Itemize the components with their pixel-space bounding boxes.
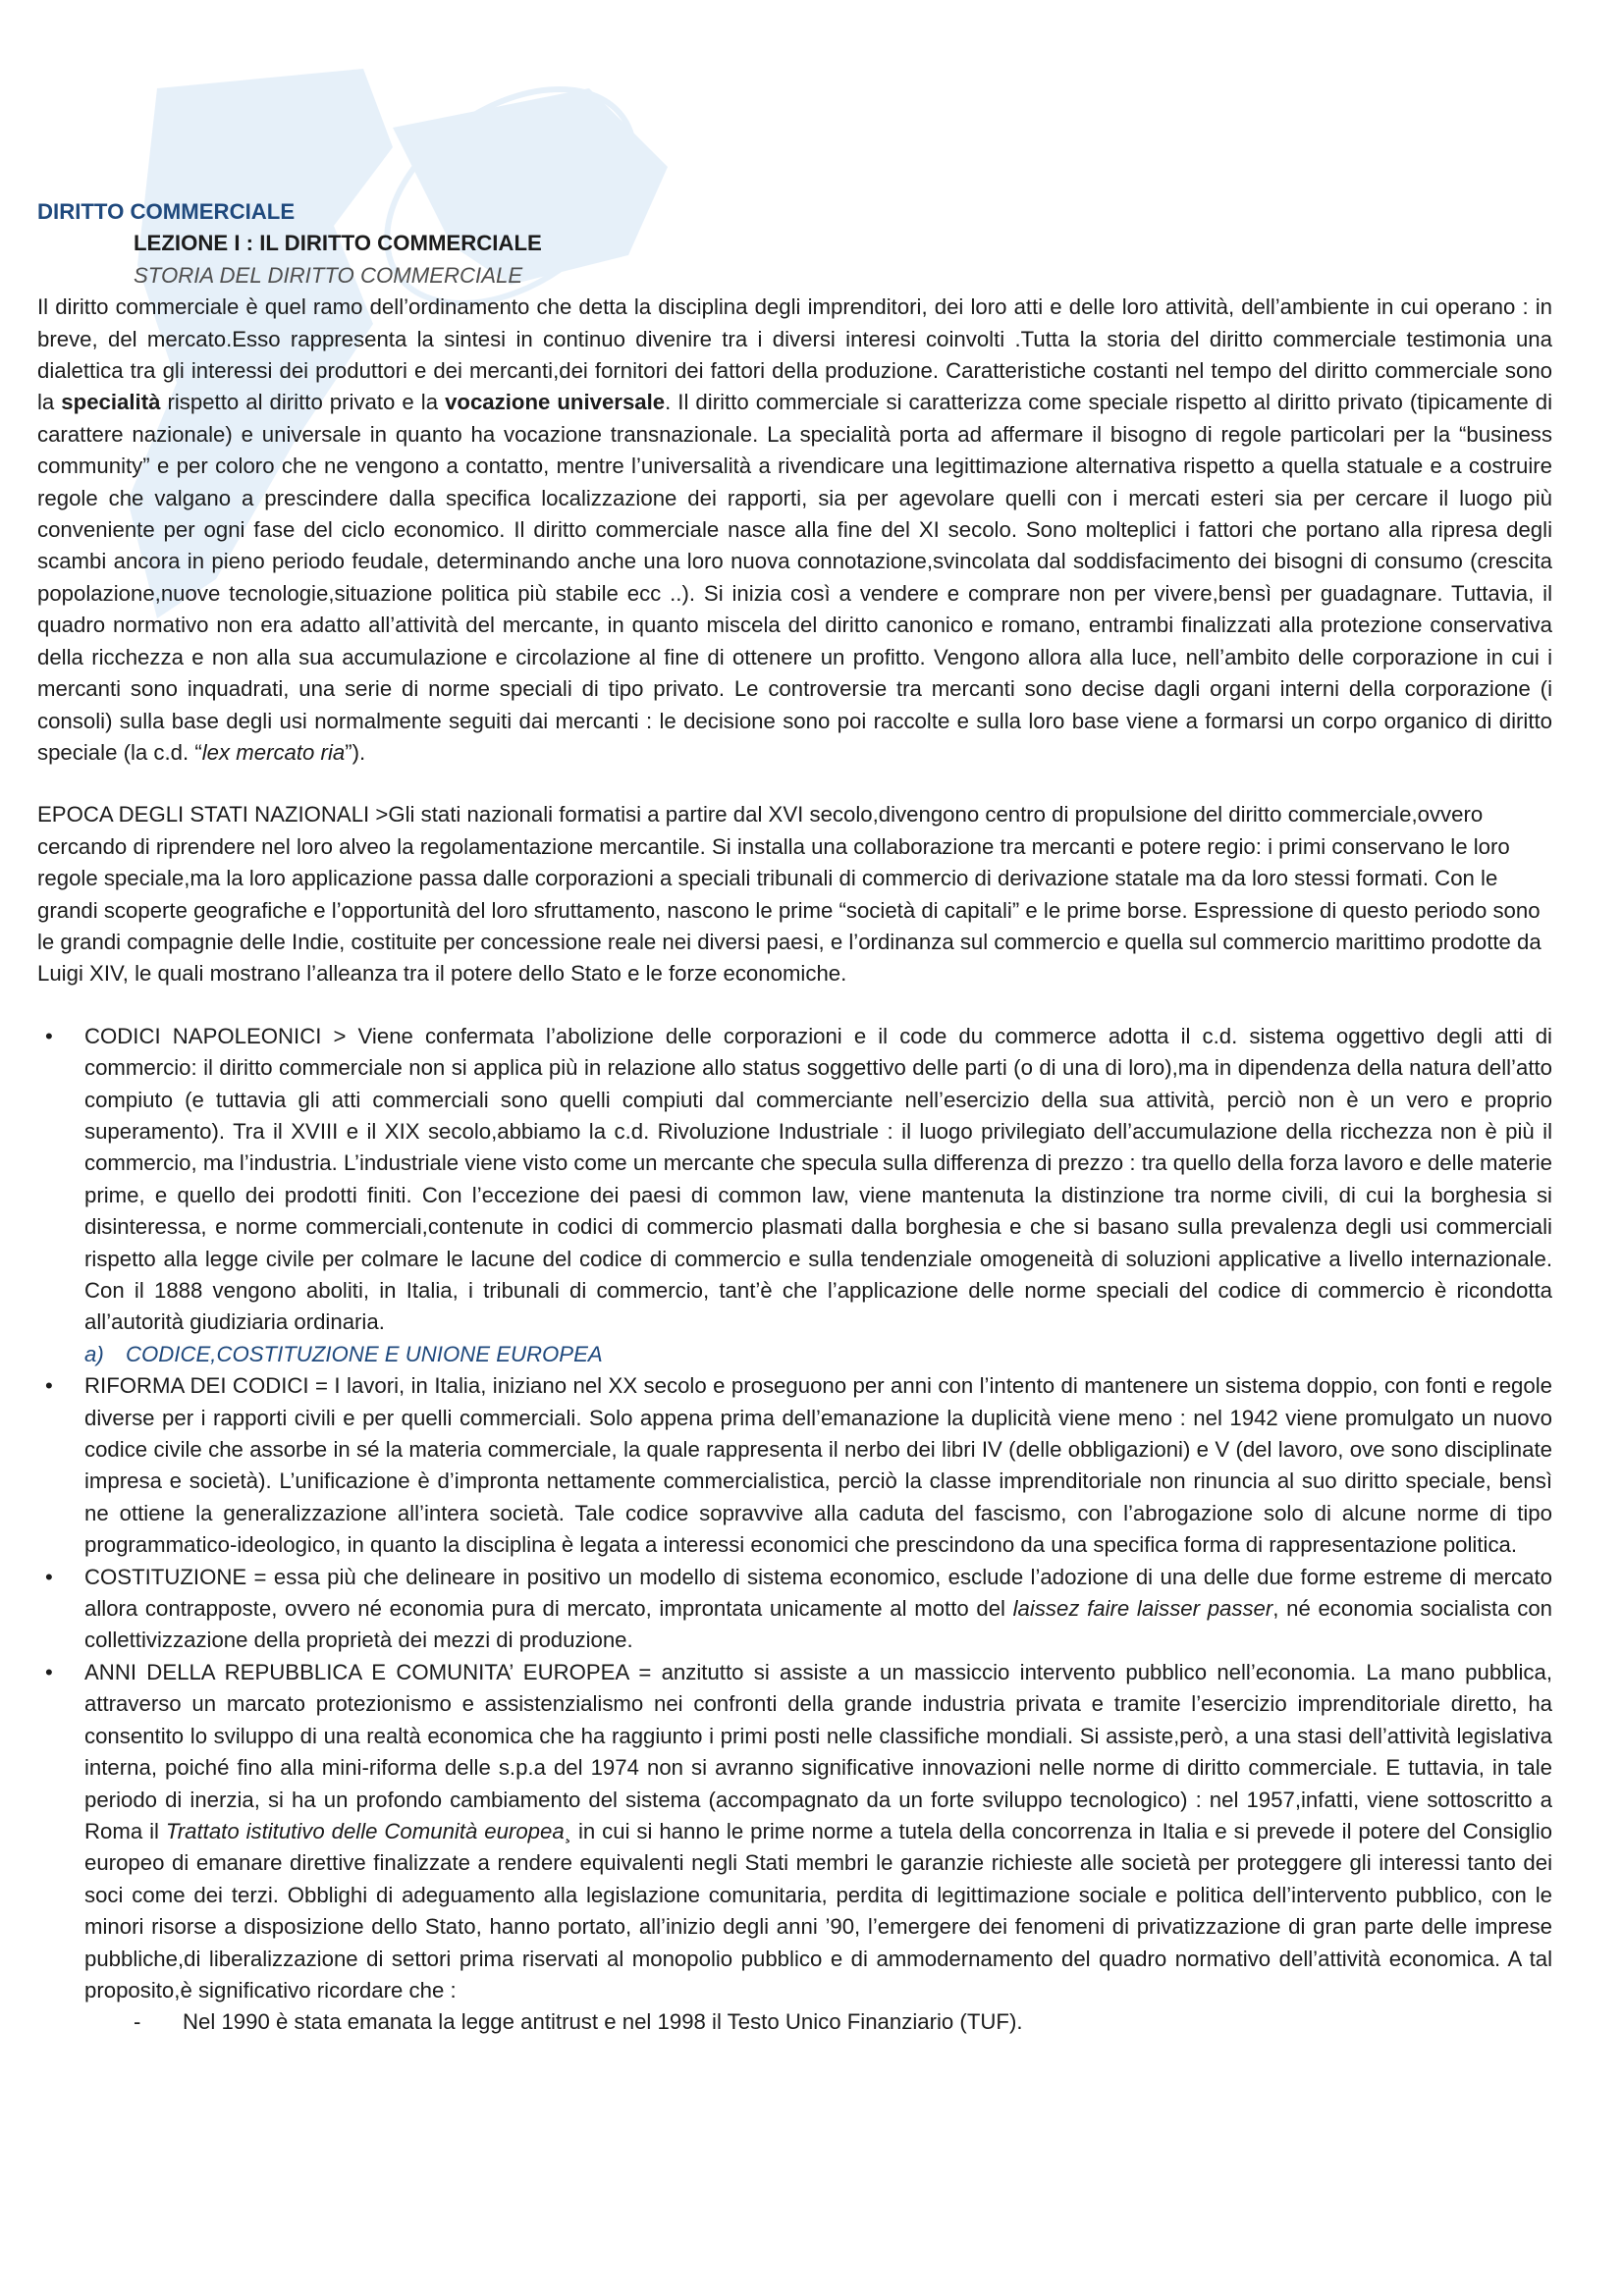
list-item	[37, 1562, 1552, 1657]
sub-heading-label: CODICE,COSTITUZIONE E UNIONE EUROPEA	[126, 1341, 603, 1366]
document-title: DIRITTO COMMERCIALE	[37, 199, 296, 224]
dash-icon: -	[134, 2009, 141, 2035]
list-item-text: ¸ in cui si hanno le prime norme a tutela della concorrenza in Italia e si prevede il potere del Consiglio europeo di emanare direttive finalizzate a rendere equivalenti negli Stati membri le garanzie richieste alle società per proteggere gli interessi tanto dei soci come dei terzi. Obblighi di adeguamento alla legislazione comunitaria, perdita di legittimazione sociale e politica dell’intervento pubblico, con le minori risorse a disposizione dello Stato, hanno portato, all’inizio degli anni ’90, l’emergere dei fenomeni di privatizzazione di gran parte delle imprese pubbliche,di liberalizzazione di settori prima riservati al monopolio pubblico e di ammodernamento del quadro normativo dell’attività economica. A tal proposito,è significativo ricordare che :	[84, 1818, 1553, 2002]
dash-list-item	[37, 2006, 1552, 2038]
italic-term-lex-mercatoria: lex mercato ria	[201, 739, 346, 765]
section-title: STORIA DEL DIRITTO COMMERCIALE	[134, 262, 523, 288]
list-item	[37, 1021, 1552, 1339]
italic-term-trattato: Trattato istitutivo delle Comunità europea	[165, 1818, 565, 1843]
document-page	[37, 196, 1552, 2039]
list-item	[37, 1657, 1552, 2006]
list-item-text: CODICI NAPOLEONICI > Viene confermata l’abolizione delle corporazioni e il code du commerce adotta il c.d. sistema oggettivo degli atti di commercio: il diritto commerciale non si applica più in relazione allo status soggettivo delle parti (o di una di loro),ma in dipendenza della natura dell’atto compiuto (e tuttavia gli atti commerciali sono quelli compiuti dal commerciante nell’esercizio della sua attività, perciò non è un vero e proprio superamento). Tra il XVIII e il XIX secolo,abbiamo la c.d. Rivoluzione Industriale : il luogo privilegiato dell’accumulazione della ricchezza non è più il commercio, ma l’industria. L’industriale viene visto come un mercante che specula sulla differenza di prezzo : tra quello della forza lavoro e delle materie prime, e quello dei prodotti finiti. Con l’eccezione dei paesi di common law, viene mantenuta la distinzione tra norme civili, di cui la borghesia si disinteressa, e norme commerciali,contenute in codici di commercio plasmati dalla borghesia e che si basano sulla prevalenza degli usi commerciali rispetto alla legge civile per colmare le lacune del codice di commercio e sulla tendenziale omogeneità di soluzioni applicative a livello internazionale. Con il 1888 vengono aboliti, in Italia, i tribunali di commercio, tant’è che l’applicazione delle norme speciali del codice di commercio è ricondotta all’autorità giudiziaria ordinaria.	[84, 1023, 1552, 1335]
sub-heading	[37, 1339, 1552, 1370]
bold-term-vocazione: vocazione universale	[445, 390, 666, 415]
list-item	[37, 1370, 1552, 1561]
sub-heading-marker: a)	[84, 1341, 104, 1366]
paragraph-text: . Il diritto commerciale si caratterizza come speciale rispetto al diritto privato (tipicamente di carattere nazionale) e universale in quanto ha vocazione transnazionale. La specialità porta ad affermare il bisogno di regole particolari per la “business community” e per coloro che ne vengono a contatto, mentre l’universalità a rivendicare una legittimazione alternativa rispetto a quella statuale e a costruire regole che valgano a prescindere dalla specifica localizzazione dei rapporti, sia per agevolare quelli con i mercati esteri sia per cercare il luogo più conveniente per ogni fase del ciclo economico. Il diritto commerciale nasce alla fine del XI secolo. Sono molteplici i fattori che portano alla ripresa degli scambi ancora in pieno periodo feudale, determinando anche una loro nuova connotazione,svincolata dal soddisfacimento dei bisogni di consumo (crescita popolazione,nuove tecnologie,situazione politica più stabile ecc ..). Si inizia così a vendere e comprare non per vivere,bensì per guadagnare. Tuttavia, il quadro normativo non era adatto all’attività del mercante, in quanto miscela del diritto canonico e romano, entrambi finalizzati alla protezione conservativa della ricchezza e non alla sua accumulazione e circolazione al fine di ottenere un profitto. Vengono allora alla luce, nell’ambito delle corporazione in cui i mercanti sono inquadrati, una serie di norme speciali di tipo privato. Le controversie tra mercanti sono decise dagli organi interni della corporazione (i consoli) sulla base degli usi normalmente seguiti dai mercanti : le decisione sono poi raccolte e sulla loro base viene a formarsi un corpo organico di diritto speciale (la c.d. “	[37, 390, 1552, 765]
bullet-icon: •	[45, 1373, 53, 1399]
list-item-text: RIFORMA DEI CODICI = I lavori, in Italia, iniziano nel XX secolo e proseguono per anni con l’intento di mantenere un sistema doppio, con fonti e regole diverse per i rapporti civili e per quelli commerciali. Solo appena prima dell’emanazione la duplicità viene meno : nel 1942 viene promulgato un nuovo codice civile che assorbe in sé la materia commerciale, la quale rappresenta il nerbo dei libri IV (delle obbligazioni) e V (del lavoro, ove sono disciplinate impresa e società). L’unificazione è d’impronta nettamente commercialistica, perciò la classe imprenditoriale non rinuncia al suo diritto speciale, bensì ne ottiene la generalizzazione all’intera società. Tale codice sopravvive alla caduta del fascismo, con l’abrogazione solo di alcune norme di tipo programmatico-ideologico, in quanto la disciplina è legata a interessi economici che prescindono da una specifica forma di rappresentazione politica.	[84, 1373, 1552, 1558]
bullet-icon: •	[45, 1659, 53, 1684]
paragraph-text: rispetto al diritto privato e la	[160, 390, 446, 415]
bullet-icon: •	[45, 1564, 53, 1589]
bullet-list	[37, 1021, 1552, 2039]
italic-term-laissez-faire: laissez faire laisser passer	[1012, 1596, 1273, 1622]
lesson-title: LEZIONE I : IL DIRITTO COMMERCIALE	[134, 231, 542, 256]
paragraph-history	[37, 292, 1552, 769]
list-item-text: , né economia socialista con collettivizzazione della proprietà dei mezzi di produzione.	[84, 1596, 1552, 1653]
bold-term-specialita: specialità	[61, 390, 161, 415]
dash-item-text: Nel 1990 è stata emanata la legge antitrust e nel 1998 il Testo Unico Finanziario (TUF).	[183, 2009, 1023, 2035]
paragraph-stati-nazionali: EPOCA DEGLI STATI NAZIONALI >Gli stati nazionali formatisi a partire dal XVI secolo,divengono centro di propulsione del diritto commerciale,ovvero cercando di riprendere nel loro alveo la regolamentazione mercantile. Si installa una collaborazione tra mercanti e potere regio: i primi conservano le loro regole speciale,ma la loro applicazione passa dalle corporazioni a speciali tribunali di commercio di derivazione statale ma da loro stessi formati. Con le grandi scoperte geografiche e l’opportunità del loro sfruttamento, nascono le prime “società di capitali” e le prime borse. Espressione di questo periodo sono le grandi compagnie delle Indie, costituite per concessione reale nei diversi paesi, e l’ordinanza sul commercio e quella sul commercio marittimo prodotte da Luigi XIV, le quali mostrano l’alleanza tra il potere dello Stato e le forze economiche.	[37, 802, 1542, 987]
paragraph-text: Il diritto commerciale è quel ramo dell’ordinamento che detta la disciplina degli imprenditori, dei loro atti e delle loro attività, dell’ambiente in cui operano : in breve, del mercato.Esso rappresenta la sintesi in continuo divenire tra i diversi interesi coinvolti .Tutta la storia del diritto commerciale testimonia una dialettica tra gli interessi dei produttori e dei mercanti,dei fornitori dei fattori della produzione. Caratteristiche costanti nel tempo del diritto commerciale sono la	[37, 294, 1552, 415]
bullet-icon: •	[45, 1023, 53, 1048]
list-item-text: ANNI DELLA REPUBBLICA E COMUNITA’ EUROPEA = anzitutto si assiste a un massiccio intervento pubblico nell’economia. La mano pubblica, attraverso un marcato protezionismo e assistenzialismo nei confronti della grande industria privata e tramite l’esercizio imprenditoriale diretto, ha consentito lo sviluppo di una realtà economica che ha raggiunto i primi posti nelle classifiche mondiali. Si assiste,però, a una stasi dell’attività legislativa interna, poiché fino alla mini-riforma delle s.p.a del 1974 non si avranno significative innovazioni nelle norme di diritto commerciale. E tuttavia, in tale periodo di inerzia, si ha un profondo cambiamento del sistema (accompagnato da un forte sviluppo tecnologico) : nel 1957,infatti, viene sottoscritto a Roma il	[84, 1659, 1552, 1843]
paragraph-text: ”).	[345, 739, 366, 765]
list-item-text: COSTITUZIONE = essa più che delineare in positivo un modello di sistema economico, esclude l’adozione di una delle due forme estreme di mercato allora contrapposte, ovvero né economia pura di mercato, improntata unicamente al motto del	[84, 1564, 1552, 1622]
